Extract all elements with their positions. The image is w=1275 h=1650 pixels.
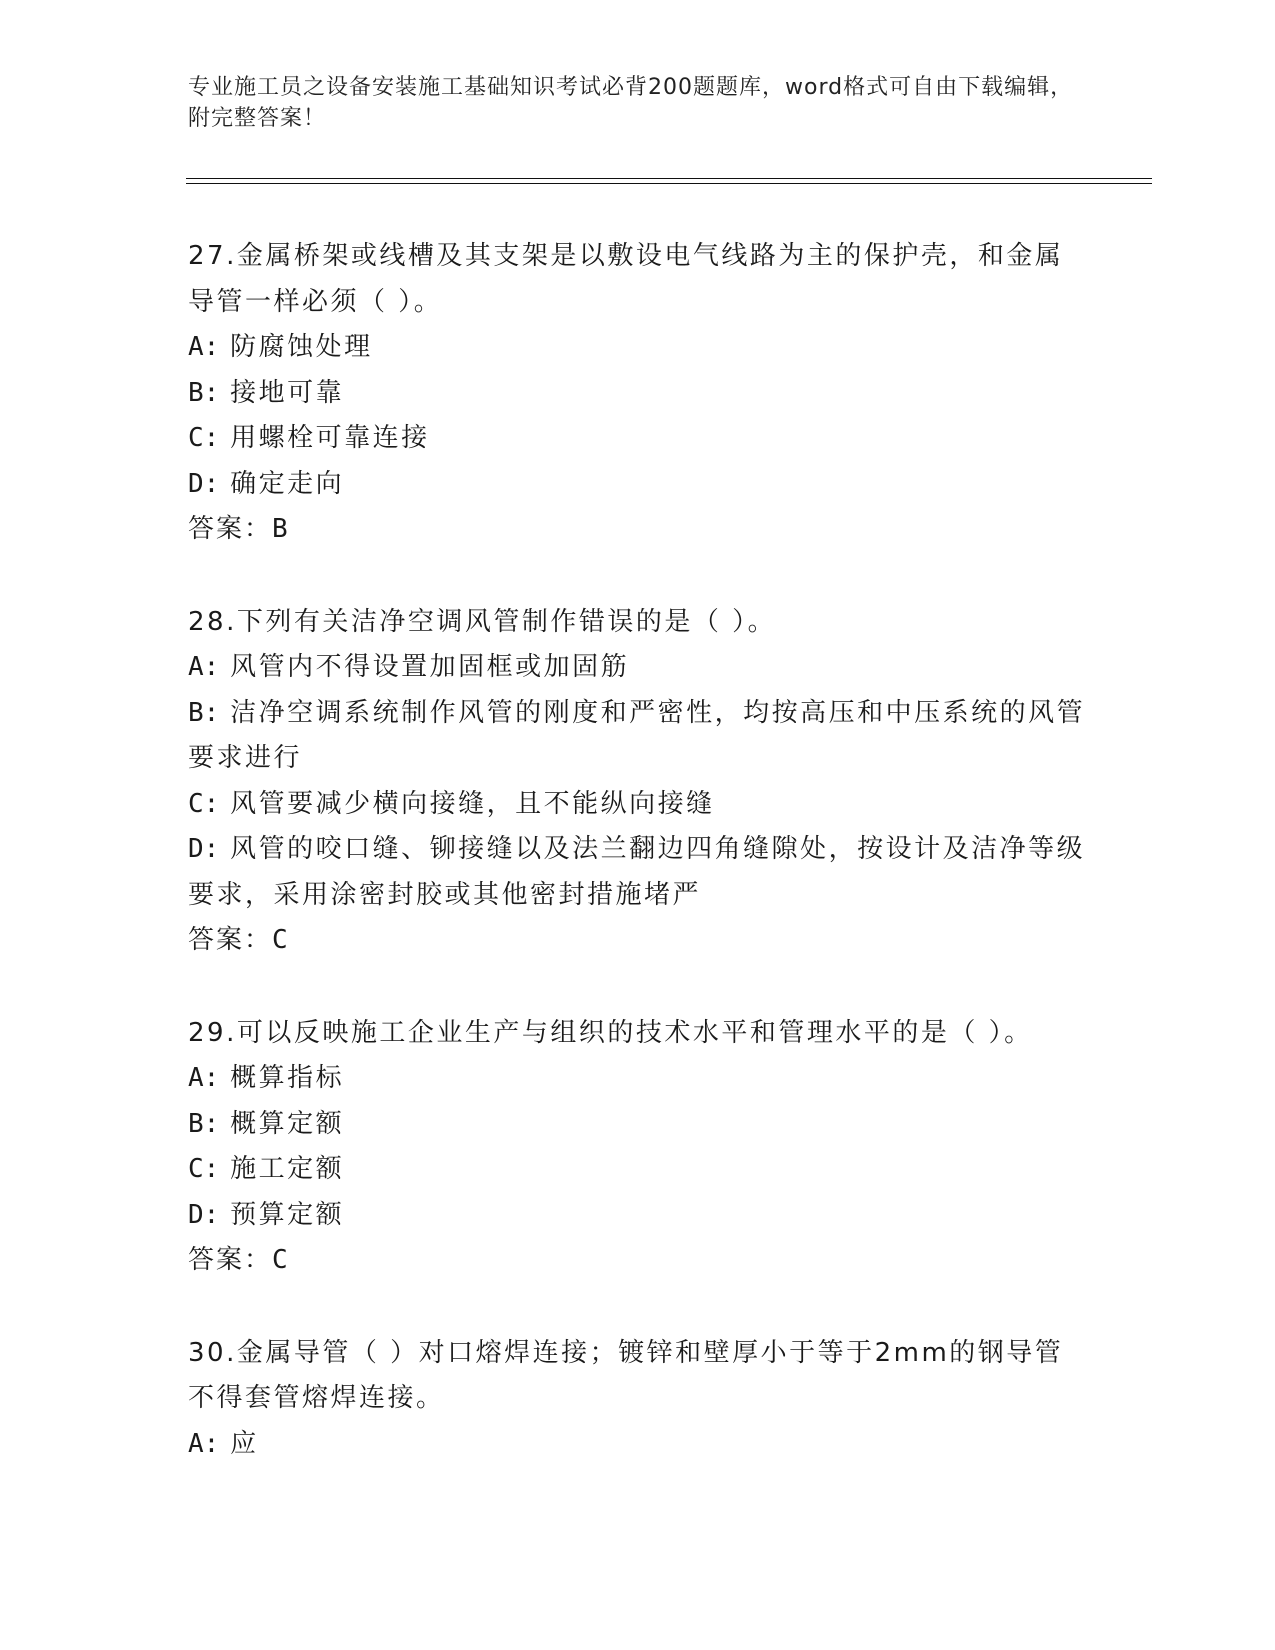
option-c (188, 782, 1088, 828)
option-a (188, 1422, 1088, 1468)
question-27 (188, 234, 1088, 553)
option-letter: A: (188, 652, 220, 682)
option-text: 风管内不得设置加固框或加固筋 (230, 652, 630, 682)
option-text: 预算定额 (230, 1199, 345, 1230)
option-c (188, 416, 1088, 462)
option-a (188, 325, 1088, 371)
option-b (188, 371, 1088, 417)
option-text: 接地可靠 (230, 377, 345, 408)
option-d (188, 462, 1088, 508)
question-stem: 30.金属导管（ ）对口熔焊连接；镀锌和壁厚小于等于2mm的钢导管不得套管熔焊连接。 (188, 1337, 1064, 1413)
question-30 (188, 1331, 1088, 1468)
option-text: 施工定额 (230, 1154, 345, 1184)
option-letter: D: (188, 468, 220, 499)
option-letter: B: (188, 377, 220, 408)
option-letter: D: (188, 1199, 220, 1230)
option-a (188, 645, 1088, 691)
header-title: 专业施工员之设备安装施工基础知识考试必背200题题库，word格式可自由下载编辑，附完整答案！ (188, 75, 1074, 131)
answer-label: 答案： (188, 1245, 273, 1275)
question-28 (188, 600, 1088, 964)
option-c (188, 1147, 1088, 1193)
option-letter: C: (188, 788, 220, 819)
option-letter: C: (188, 423, 220, 453)
answer-value: B (272, 514, 289, 544)
option-text: 概算指标 (230, 1063, 345, 1093)
option-b (188, 1102, 1088, 1148)
answer-line (188, 1238, 1088, 1284)
answer-line (188, 507, 1088, 553)
option-letter: D: (188, 834, 220, 864)
option-text: 应 (230, 1428, 259, 1459)
question-stem: 28.下列有关洁净空调风管制作错误的是（ ）。 (188, 606, 777, 637)
answer-line (188, 918, 1088, 964)
option-letter: A: (188, 1428, 220, 1459)
option-text: 风管的咬口缝、铆接缝以及法兰翻边四角缝隙处，按设计及洁净等级要求，采用涂密封胶或其他密封措施堵严 (188, 834, 1086, 910)
question-stem: 27.金属桥架或线槽及其支架是以敷设电气线路为主的保护壳，和金属导管一样必须（ ）。 (188, 241, 1064, 317)
answer-value: C (272, 925, 289, 955)
answer-label: 答案： (188, 514, 273, 544)
option-text: 防腐蚀处理 (230, 332, 373, 362)
option-d (188, 827, 1088, 918)
question-list (188, 234, 1088, 1467)
option-text: 洁净空调系统制作风管的刚度和严密性，均按高压和中压系统的风管要求进行 (188, 697, 1086, 773)
option-b (188, 691, 1088, 782)
option-letter: C: (188, 1154, 220, 1184)
option-text: 风管要减少横向接缝，且不能纵向接缝 (230, 788, 715, 819)
answer-value: C (272, 1245, 289, 1275)
option-letter: A: (188, 1063, 220, 1093)
header-divider-top (186, 178, 1152, 179)
option-letter: B: (188, 1108, 220, 1139)
option-a (188, 1056, 1088, 1102)
option-text: 确定走向 (230, 468, 345, 499)
option-text: 概算定额 (230, 1108, 345, 1139)
header-divider-bottom (186, 183, 1152, 184)
document-header (188, 72, 1078, 134)
question-29 (188, 1011, 1088, 1284)
answer-label: 答案： (188, 925, 273, 955)
option-text: 用螺栓可靠连接 (230, 423, 430, 453)
question-stem: 29.可以反映施工企业生产与组织的技术水平和管理水平的是（ ）。 (188, 1017, 1033, 1048)
option-letter: B: (188, 697, 220, 728)
option-letter: A: (188, 332, 220, 362)
option-d (188, 1193, 1088, 1239)
